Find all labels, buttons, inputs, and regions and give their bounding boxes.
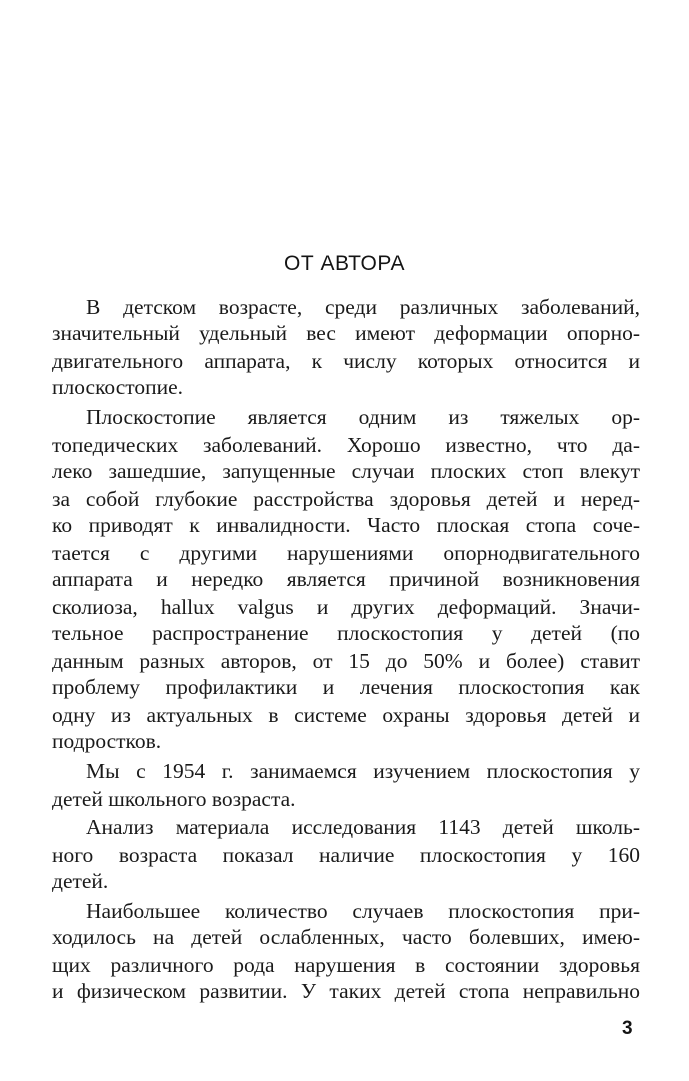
text-line: Мы с 1954 г. занимаемся изучением плоскостопия у (86, 759, 640, 783)
text-line: В детском возрасте, среди различных заболеваний, (86, 295, 640, 319)
text-line: двигательного аппарата, к числу которых относится и (52, 349, 640, 373)
text-line: детей. (52, 869, 109, 893)
text-line: Плоскостопие является одним из тяжелых ор- (86, 405, 640, 429)
text-line: плоскостопие. (52, 375, 184, 399)
text-line: щих различного рода нарушения в состоянии здоровья (52, 953, 640, 977)
text-line: значительный удельный вес имеют деформации опорно- (52, 321, 640, 345)
text-line: данным разных авторов, от 15 до 50% и более) ставит (52, 649, 640, 673)
text-line: Наибольшее количество случаев плоскостопия при- (86, 899, 640, 923)
text-line: тельное распространение плоскостопия у детей (по (52, 621, 640, 645)
page-number: 3 (622, 1018, 633, 1039)
text-line: сколиоза, hallux valgus и других деформаций. Значи- (52, 595, 640, 619)
text-line: подростков. (52, 729, 162, 753)
text-line: за собой глубокие расстройства здоровья детей и неред- (52, 487, 640, 511)
text-line: и физическом развитии. У таких детей стопа неправильно (52, 979, 640, 1003)
text-line: топедических заболеваний. Хорошо известно, что да- (52, 433, 640, 457)
text-line: ного возраста показал наличие плоскостопия у 160 (52, 843, 640, 867)
text-line: аппарата и нередко является причиной возникновения (52, 567, 640, 591)
text-line: тается с другими нарушениями опорнодвигательного (52, 541, 640, 565)
text-line: проблему профилактики и лечения плоскостопия как (52, 675, 640, 699)
text-line: детей школьного возраста. (52, 787, 296, 811)
text-line: ходилось на детей ослабленных, часто болевших, имею- (52, 925, 640, 949)
text-line: Анализ материала исследования 1143 детей школь- (86, 815, 640, 839)
text-line: одну из актуальных в системе охраны здоровья детей и (52, 703, 640, 727)
text-line: леко зашедшие, запущенные случаи плоских стоп влекут (52, 459, 640, 483)
page-title: ОТ АВТОРА (284, 252, 405, 275)
text-line: ко приводят к инвалидности. Часто плоская стопа соче- (52, 513, 640, 537)
